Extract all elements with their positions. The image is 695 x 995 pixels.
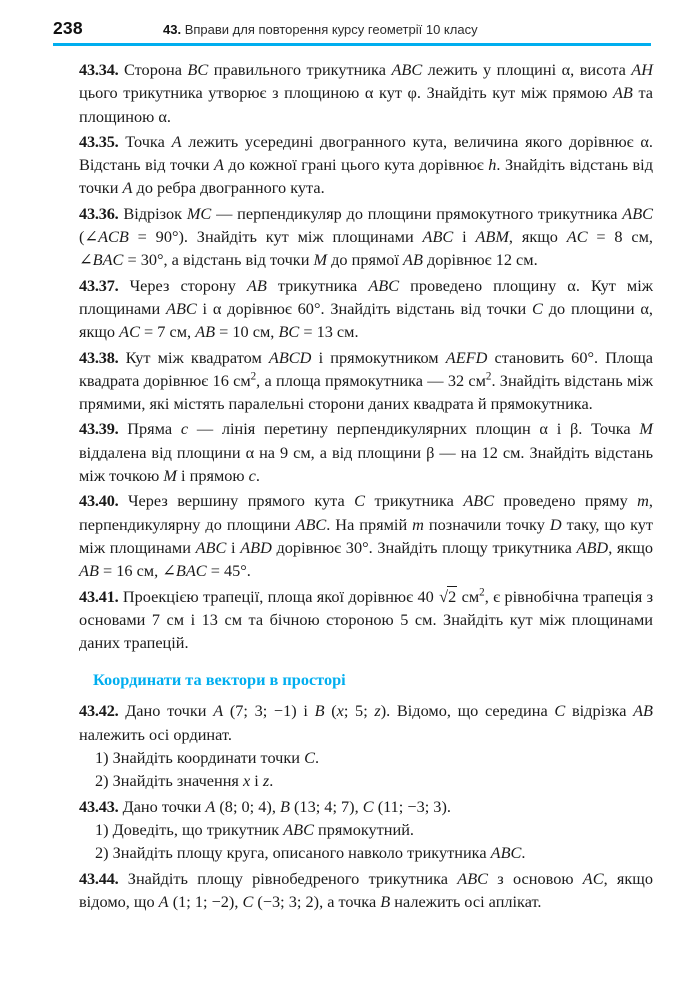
problem-number: 43.38. bbox=[79, 347, 119, 367]
problem-number: 43.44. bbox=[79, 868, 119, 888]
problem-subitem: 1) Доведіть, що трикутник ABC прямокутний. bbox=[95, 819, 414, 839]
page-number: 238 bbox=[53, 18, 83, 38]
problem-number: 43.34. bbox=[79, 60, 119, 79]
problem-item bbox=[63, 202, 653, 272]
header-divider-rule bbox=[53, 43, 651, 46]
problem-text: Точка A лежить усередині двогранного кута, величина якого дорівнює α. Відстань від точки A до кожної грані цього кута дорівнює h. Знайдіть відстань від точки A до ребра двогранного кута. bbox=[79, 131, 653, 198]
problem-item bbox=[63, 795, 653, 865]
running-head-title bbox=[163, 22, 478, 37]
problem-item bbox=[63, 417, 653, 487]
problem-number: 43.42. bbox=[79, 701, 119, 721]
problem-text: Через сторону AB трикутника ABC проведено площину α. Кут між площинами ABC і α дорівнює 60°. Знайдіть відстань від точки C до площини α, якщо AC = 7 см, AB = 10 см, BC = 13 см. bbox=[79, 275, 653, 342]
problem-number: 43.40. bbox=[79, 491, 119, 511]
problem-item bbox=[63, 274, 653, 344]
running-head-section-number: 43. bbox=[163, 22, 182, 37]
problem-item bbox=[63, 130, 653, 200]
problem-item bbox=[63, 346, 653, 416]
problem-item bbox=[63, 699, 653, 792]
square-root-symbol: √2 bbox=[439, 586, 457, 606]
problem-item bbox=[63, 58, 653, 128]
problem-text: Відрізок MC — перпендикуляр до площини прямокутного трикутника ABC (∠ACB = 90°). Знайдіть кут між площинами ABC і ABM, якщо AC = 8 см, ∠BAC = 30°, а відстань від точки M до прямої AB дорівнює 12 см. bbox=[79, 203, 653, 270]
exercise-list bbox=[63, 58, 653, 915]
problem-number: 43.41. bbox=[79, 586, 119, 606]
problem-number: 43.35. bbox=[79, 131, 119, 151]
problem-subitem: 2) Знайдіть значення x і z. bbox=[95, 771, 274, 791]
problem-subitem: 2) Знайдіть площу круга, описаного навколо трикутника ABC. bbox=[95, 843, 526, 863]
problem-text: Дано точки A (7; 3; −1) і B (x; 5; z). Відомо, що середина C відрізка AB належить осі ординат. bbox=[79, 701, 653, 744]
problem-text: Сторона BC правильного трикутника ABC лежить у площині α, висота AH цього трикутника утворює з площиною α кут φ. Знайдіть кут між прямою AB та площиною α. bbox=[79, 60, 653, 126]
problem-item bbox=[63, 585, 653, 655]
problem-text: Через вершину прямого кута C трикутника ABC проведено пряму m, перпендикулярну до площини ABC. На прямій m позначили точку D таку, що кут між площинами ABC і ABD дорівнює 30°. Знайдіть площу трикутника ABD, якщо AB = 16 см, ∠BAC = 45°. bbox=[79, 491, 654, 581]
problem-text: Дано точки A (8; 0; 4), B (13; 4; 7), C (11; −3; 3). bbox=[122, 796, 451, 816]
running-head-section-title: Вправи для повторення курсу геометрії 10 класу bbox=[184, 22, 478, 37]
problem-item bbox=[63, 489, 653, 582]
section-heading: Координати та вектори в просторі bbox=[93, 670, 346, 690]
problem-number: 43.37. bbox=[79, 275, 119, 295]
problem-item bbox=[63, 867, 653, 914]
problem-text: Проекцією трапеції, площа якої дорівнює 40 √2 $см^2$, є рівнобічна трапеція з основами 7 см і 13 см та бічною стороною 5 см. Знайдіть кут між площинами даних трапецій. bbox=[79, 586, 653, 653]
running-head bbox=[53, 18, 650, 42]
problem-text: Знайдіть площу рівнобедреного трикутника ABC з основою AC, якщо відомо, що A (1; 1; −2), C (−3; 3; 2), а точка B належить осі аплікат. bbox=[79, 868, 653, 911]
problem-subitem: 1) Знайдіть координати точки C. bbox=[95, 748, 320, 768]
problem-text: Пряма c — лінія перетину перпендикулярних площин α і β. Точка M віддалена від площини α на 9 см, а від площини β — на 12 см. Знайдіть відстань між точкою M і прямою c. bbox=[79, 419, 653, 486]
problem-number: 43.39. bbox=[79, 419, 119, 439]
problem-number: 43.36. bbox=[79, 203, 119, 223]
problem-number: 43.43. bbox=[79, 796, 119, 816]
problem-text: Кут між квадратом ABCD і прямокутником AEFD становить 60°. Площа квадрата дорівнює 16 $см^2$, а площа прямокутника — 32 $см^2$. Знайдіть відстань між прямими, які містять паралельні сторони даних квадрата й прямокутника. bbox=[79, 347, 653, 414]
